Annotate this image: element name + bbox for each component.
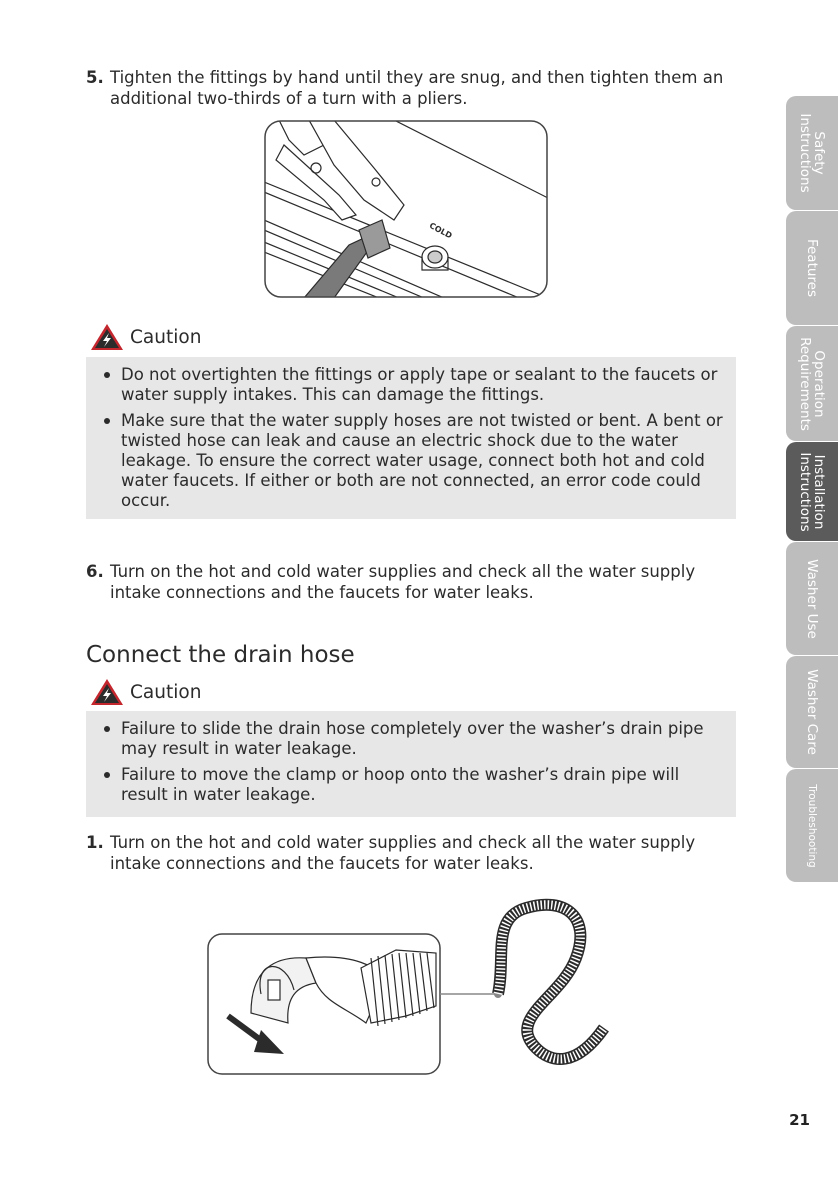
pliers-fitting-illustration xyxy=(264,120,548,298)
warning-icon xyxy=(90,678,124,706)
step-number: 1. xyxy=(86,833,104,852)
tab-washer-use[interactable] xyxy=(786,542,838,655)
pliers-diagram xyxy=(264,120,548,298)
caution-box xyxy=(86,357,736,519)
tab-installation-instructions[interactable] xyxy=(786,442,838,541)
step-number: 5. xyxy=(86,68,104,87)
tab-label: Features xyxy=(804,238,820,298)
step-5 xyxy=(86,67,726,109)
caution-title: Caution xyxy=(130,681,202,703)
section-title: Connect the drain hose xyxy=(86,642,355,668)
tab-safety-instructions[interactable] xyxy=(786,96,838,210)
caution-heading xyxy=(90,677,201,707)
tab-troubleshooting[interactable] xyxy=(786,769,838,882)
bullet-dot xyxy=(104,418,110,424)
caution-box xyxy=(86,711,736,817)
tab-label: Operation Requirements xyxy=(797,336,827,431)
step-text: Tighten the fittings by hand until they are snug, and then tighten them an additional two-thirds of a turn with a pliers. xyxy=(110,68,724,108)
tab-features[interactable] xyxy=(786,211,838,325)
caution-heading xyxy=(90,322,201,352)
warning-icon xyxy=(90,323,124,351)
caution-item-text: Make sure that the water supply hoses are not twisted or bent. A bent or twisted hose can leak and cause an electric shock due to the water leakage. To ensure the correct water usage, connect both hot and cold water faucets. If either or both are not connected, an error code could occur. xyxy=(121,411,723,510)
page-number: 21 xyxy=(789,1111,810,1129)
section-tabs xyxy=(786,96,838,883)
tab-label: Washer Use xyxy=(804,558,820,639)
cold-label: COLD xyxy=(427,221,454,241)
caution-item xyxy=(100,365,724,405)
step-text: Turn on the hot and cold water supplies and check all the water supply intake connections and the faucets for water leaks. xyxy=(110,562,696,602)
step-number: 6. xyxy=(86,562,104,581)
caution-item xyxy=(100,765,724,805)
bullet-dot xyxy=(104,726,110,732)
tab-operation-requirements[interactable] xyxy=(786,326,838,441)
step-1 xyxy=(86,832,726,874)
caution-item-text: Failure to slide the drain hose completely over the washer’s drain pipe may result in water leakage. xyxy=(121,719,704,758)
bullet-dot xyxy=(104,372,110,378)
caution-item-text: Do not overtighten the fittings or apply tape or sealant to the faucets or water supply intakes. This can damage the fittings. xyxy=(121,365,718,404)
caution-item xyxy=(100,411,724,511)
tab-label: Washer Care xyxy=(804,669,820,755)
drain-hose-illustration xyxy=(206,898,626,1078)
caution-title: Caution xyxy=(130,326,202,348)
tab-label: Safety Instructions xyxy=(797,113,827,193)
tab-label: Installation Instructions xyxy=(797,451,827,532)
step-6 xyxy=(86,561,726,603)
tab-label: Troubleshooting xyxy=(806,783,818,868)
caution-item-text: Failure to move the clamp or hoop onto the washer’s drain pipe will result in water leakage. xyxy=(121,765,680,804)
caution-item xyxy=(100,719,724,759)
drain-hose-diagram xyxy=(206,898,626,1078)
bullet-dot xyxy=(104,772,110,778)
tab-washer-care[interactable] xyxy=(786,656,838,768)
step-text: Turn on the hot and cold water supplies and check all the water supply intake connections and the faucets for water leaks. xyxy=(110,833,696,873)
